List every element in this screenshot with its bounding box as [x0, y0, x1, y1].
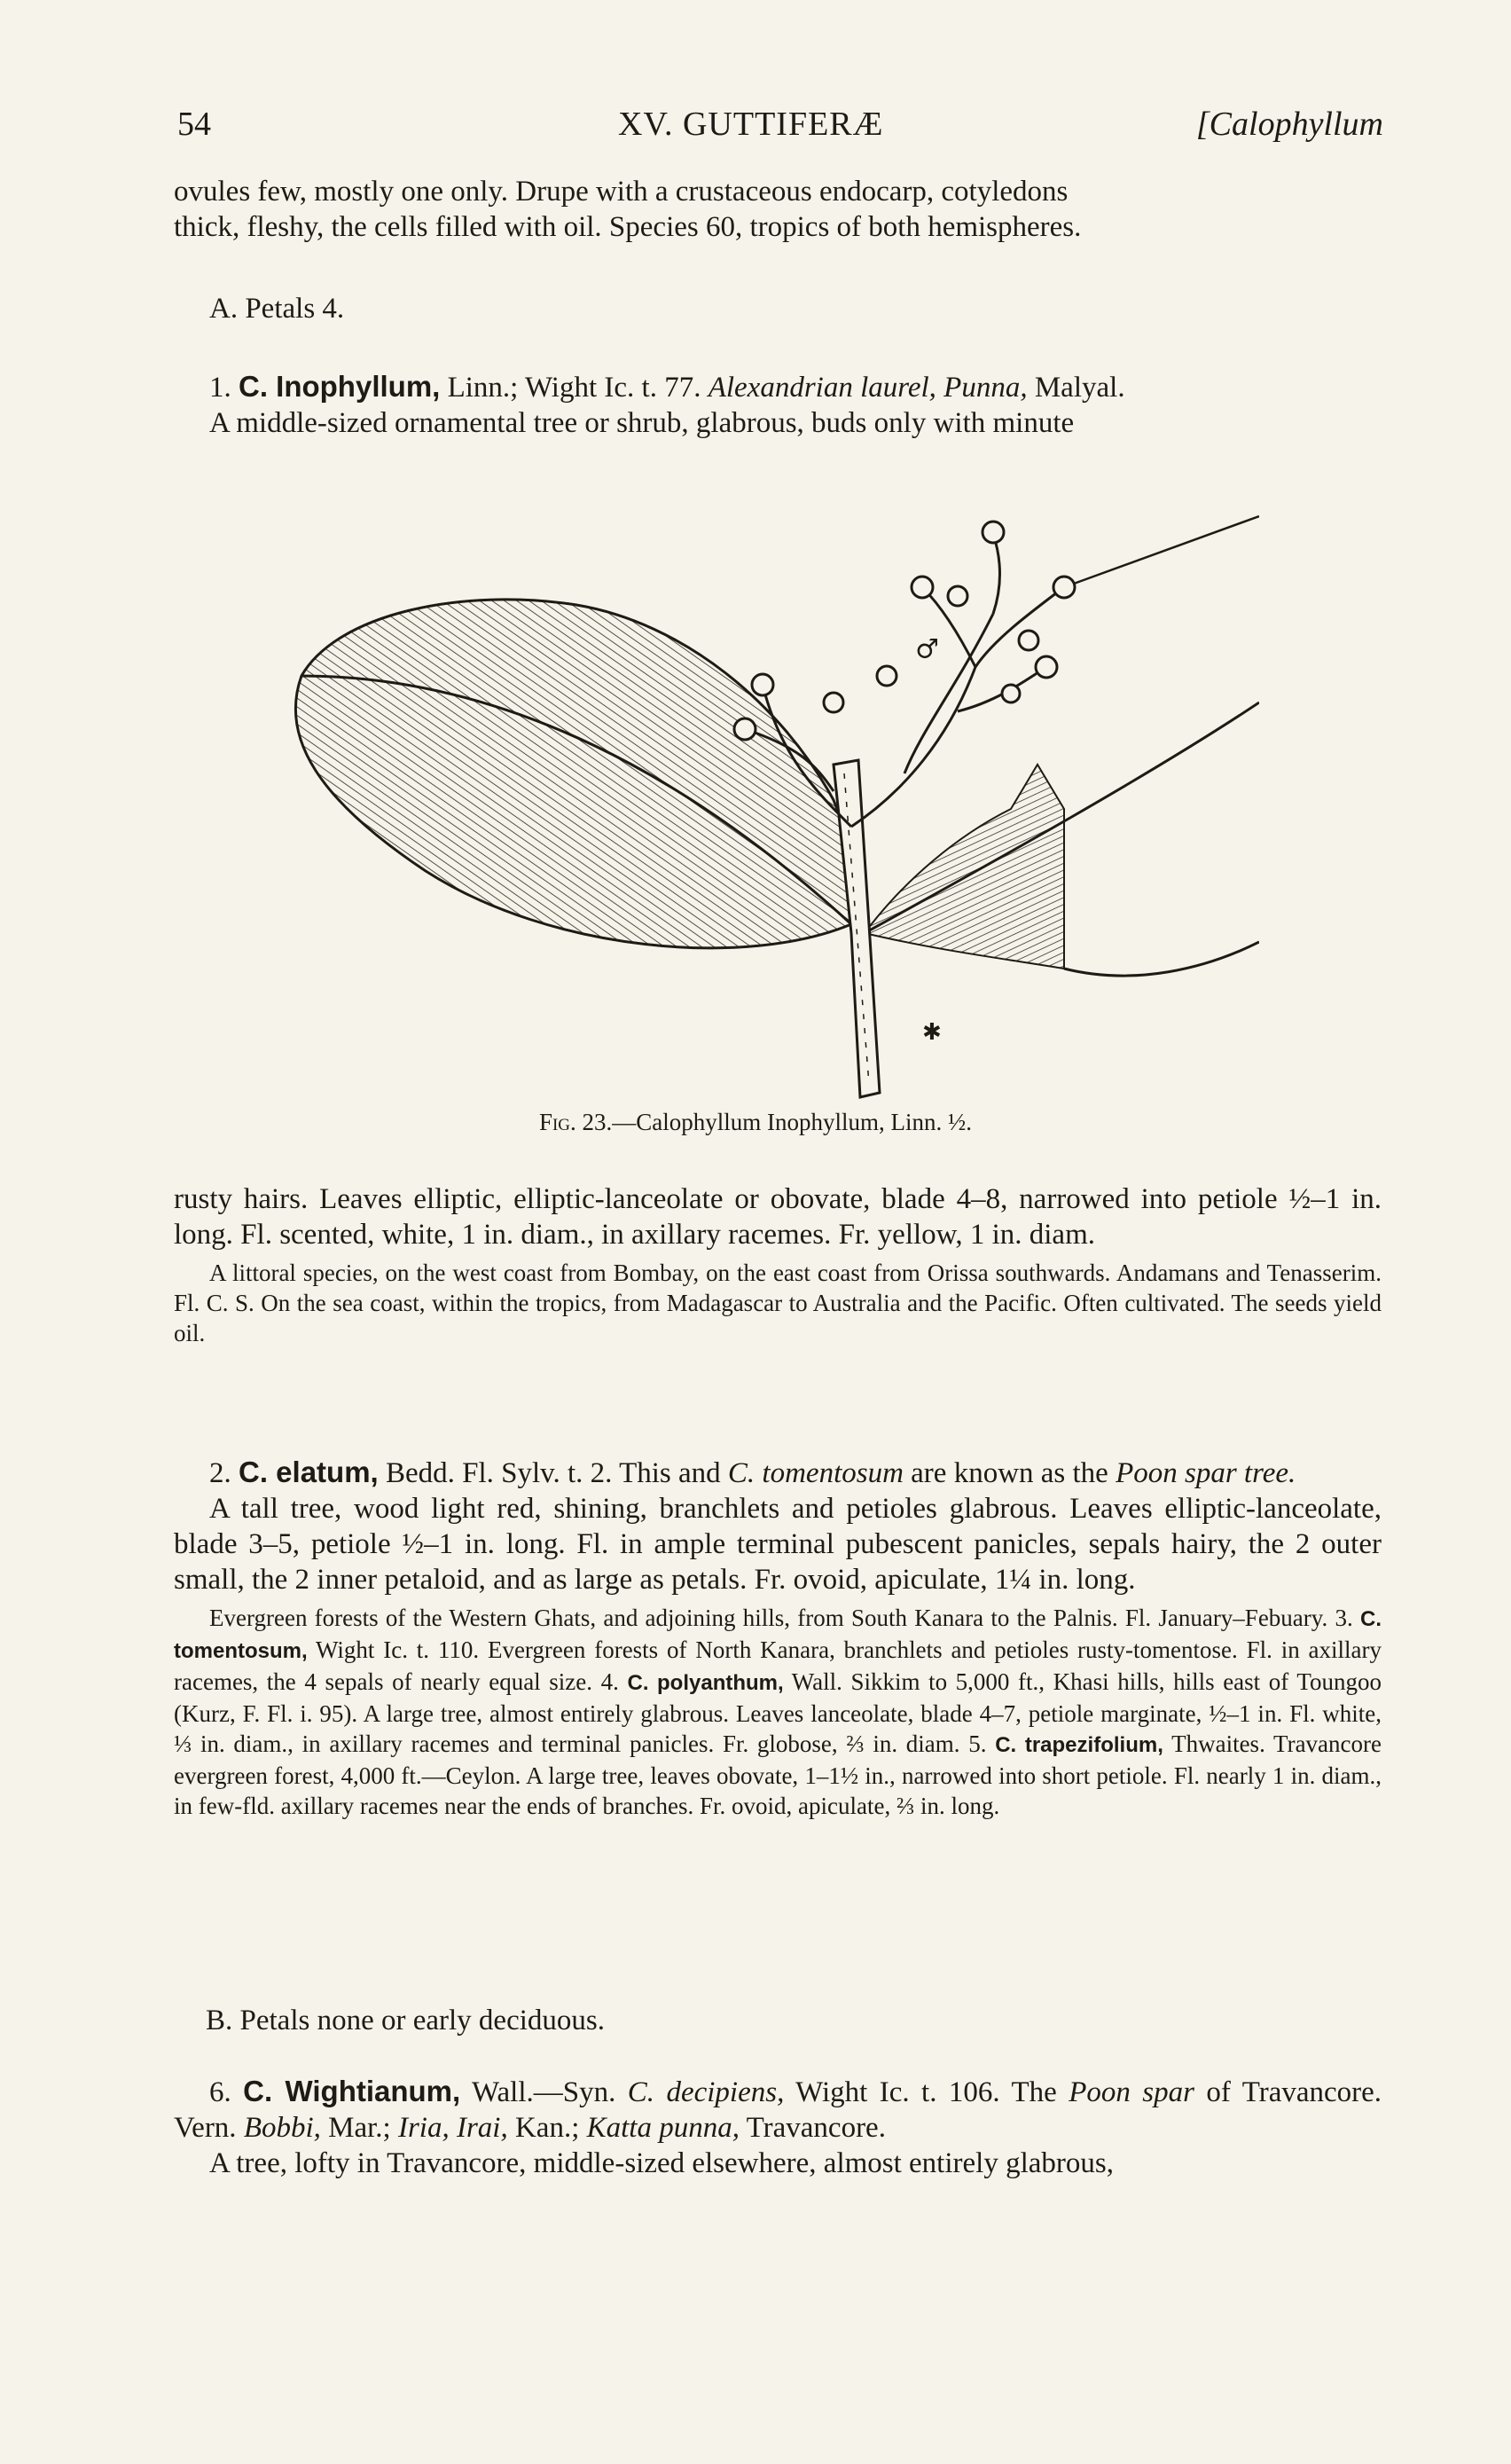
species-reference: Linn.; Wight Ic. t. 77. [447, 372, 701, 404]
figure-scale: ½. [948, 1109, 973, 1135]
botanical-illustration [284, 507, 1259, 1110]
species-6-description: A tree, lofty in Travancore, middle-sized elsewhere, almost entirely glabrous, [209, 2147, 1114, 2179]
species-1-entry [174, 369, 1382, 441]
species-1-distribution: A littoral species, on the west coast from Bombay, on the east coast from Orissa southwards. Andamans and Tenasserim. Fl. C. S. On the sea coast, within the tropics, from Madagascar to Australia and the Pacific. Often cultivated. The seeds yield oil. [174, 1259, 1382, 1346]
intro-paragraph [174, 174, 1382, 245]
species-1-continued [174, 1181, 1382, 1348]
section-a-heading: A. Petals 4. [209, 293, 345, 325]
species-2-description: A tall tree, wood light red, shining, branchlets and petioles glabrous. Leaves elliptic-lanceolate, blade 3–5, petiole ½–1 in. long. Fl. in ample terminal pubescent panicles, sepals hairy, the 2 outer small, the 2 inner petaloid, and as large as petals. Fr. ovoid, apiculate, 1¼ in. long. [174, 1493, 1382, 1596]
chapter-title: XV. GUTTIFERÆ [618, 106, 884, 143]
section-b-heading: B. Petals none or early deciduous. [206, 2005, 605, 2036]
male-symbol: ♂ [915, 634, 939, 665]
figure-label: Fig. 23. [538, 1109, 613, 1135]
intro-line-1: ovules few, mostly one only. Drupe with a crustaceous endocarp, cotyledons [174, 176, 1069, 208]
svg-text:✱: ✱ [922, 1019, 942, 1046]
running-header [177, 105, 1383, 149]
vernacular-names: Alexandrian laurel, Punna, [708, 372, 1028, 404]
species-name: C. elatum, [239, 1456, 379, 1488]
species-1-description: rusty hairs. Leaves elliptic, elliptic-lanceolate or obovate, blade 4–8, narrowed into petiole ½–1 in. long. Fl. scented, white, 1 in. diam., in axillary racemes. Fr. yellow, 1 in. diam. [174, 1183, 1382, 1251]
figure-caption-text: —Calophyllum Inophyllum, Linn. [612, 1109, 943, 1135]
intro-line-2: thick, fleshy, the cells filled with oil. Species 60, tropics of both hemispheres. [174, 211, 1082, 243]
left-leaf [295, 600, 855, 948]
species-2-entry: 2. C. elatum, Bedd. Fl. Sylv. t. 2. This and C. tomentosum are known as the Poon spar tree. A tall tree, wood light red, shining, branchlets and petioles glabrous. Leaves elliptic-lanceolate, blade 3–5, petiole ½–1 in. long. Fl. in ample terminal pubescent panicles, sepals hairy, the 2 outer small, the 2 inner petaloid, and as large as petals. Fr. ovoid, apiculate, 1¼ in. long. Evergreen forests of the Western Ghats, and adjoining hills, from South Kanara to the Palnis. Fl. January–Febuary. 3. C. tomentosum, Wight Ic. t. 110. Evergreen forests of North Kanara, branchlets and petioles rusty-tomentose. Fl. in axillary racemes, the 4 sepals of nearly equal size. 4. C. polyanthum, Wall. Sikkim to 5,000 ft., Khasi hills, hills east of Toungoo (Kurz, F. Fl. i. 95). A large tree, almost entirely glabrous. Leaves lanceolate, blade 4–7, petiole marginate, ½–1 in. Fl. white, ⅓ in. diam., in axillary racemes and terminal panicles. Fr. globose, ⅔ in. diam. 5. C. trapezifolium, Thwaites. Travancore evergreen forest, 4,000 ft.—Ceylon. A large tree, leaves obovate, 1–1½ in., narrowed into short petiole. Fl. nearly 1 in. diam., in few-fld. axillary racemes near the ends of branches. Fr. ovoid, apiculate, ⅔ in. long. [174, 1456, 1382, 1819]
species-name: C. Inophyllum, [239, 370, 441, 403]
right-leaf [865, 765, 1064, 969]
figure-caption [0, 1109, 1511, 1136]
species-2-notes: Evergreen forests of the Western Ghats, and adjoining hills, from South Kanara to the Palnis. Fl. January–Febuary. 3. C. tomentosum, Wight Ic. t. 110. Evergreen forests of North Kanara, branchlets and petioles rusty-tomentose. Fl. in axillary racemes, the 4 sepals of nearly equal size. 4. C. polyanthum, Wall. Sikkim to 5,000 ft., Khasi hills, hills east of Toungoo (Kurz, F. Fl. i. 95). A large tree, almost entirely glabrous. Leaves lanceolate, blade 4–7, petiole marginate, ½–1 in. Fl. white, ⅓ in. diam., in axillary racemes and terminal panicles. Fr. globose, ⅔ in. diam. 5. C. trapezifolium, Thwaites. Travancore evergreen forest, 4,000 ft.—Ceylon. A large tree, leaves obovate, 1–1½ in., narrowed into short petiole. Fl. nearly 1 in. diam., in few-fld. axillary racemes near the ends of branches. Fr. ovoid, apiculate, ⅔ in. long. [174, 1605, 1382, 1819]
species-name: C. Wightianum, [243, 2075, 461, 2107]
page-number: 54 [177, 106, 211, 143]
species-number: 1. [209, 372, 231, 404]
vernacular-language: Malyal. [1034, 372, 1125, 404]
species-6-entry: 6. C. Wightianum, Wall.—Syn. C. decipiens, Wight Ic. t. 106. The Poon spar of Travancore. Vern. Bobbi, Mar.; Iria, Irai, Kan.; Katta punna, Travancore. A tree, lofty in Travancore, middle-sized elsewhere, almost entirely glabrous, [174, 2075, 1382, 2179]
species-1-description-start: A middle-sized ornamental tree or shrub, glabrous, buds only with minute [209, 407, 1075, 439]
genus-heading: [Calophyllum [1195, 106, 1383, 143]
